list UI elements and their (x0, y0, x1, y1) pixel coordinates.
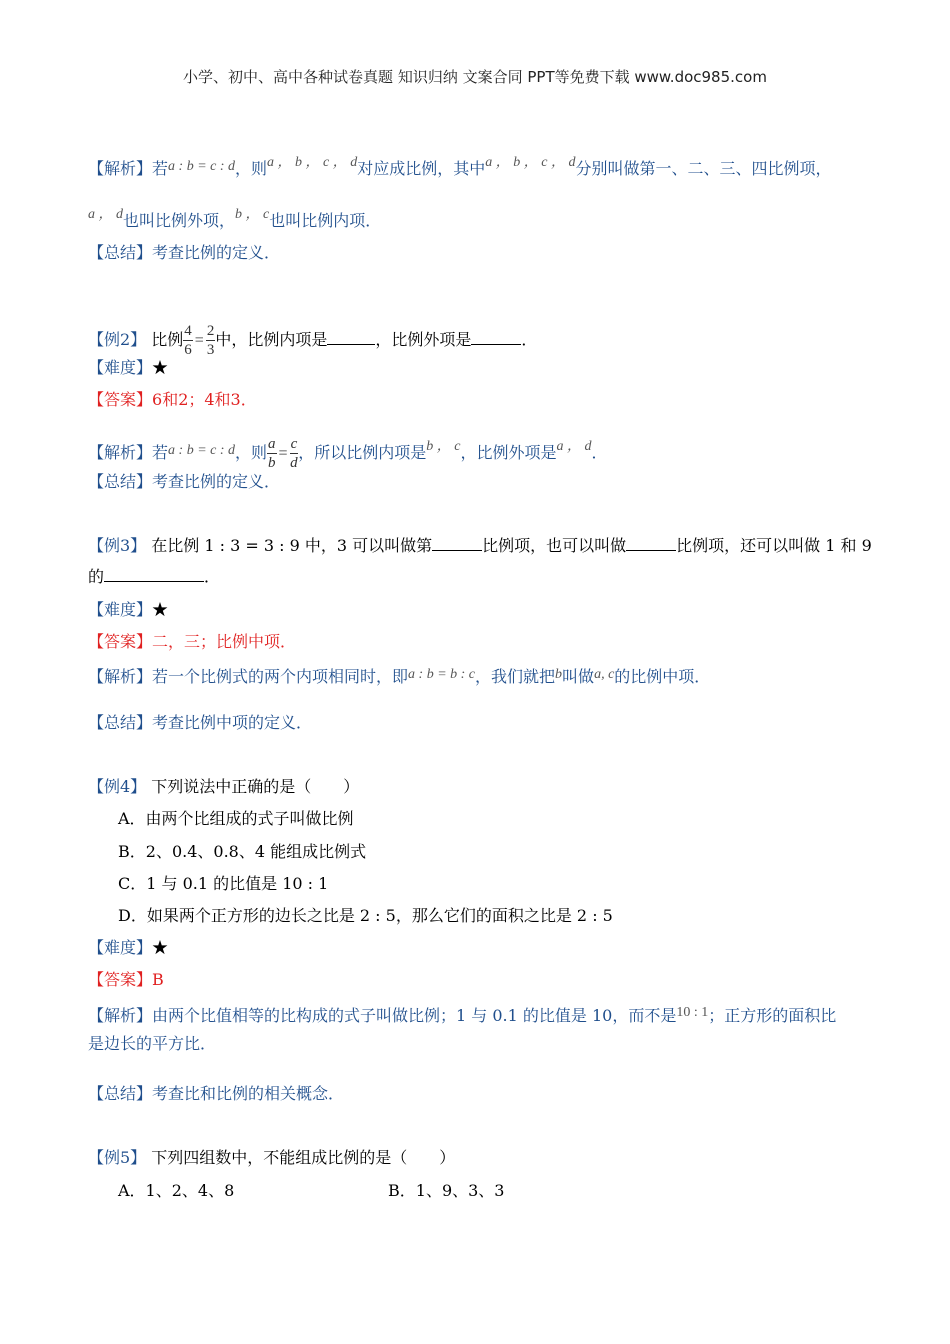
difficulty-tag: 【难度】 (88, 600, 153, 619)
text: ；正方形的面积比 (708, 1006, 837, 1025)
math-expr: a ， d (556, 439, 592, 454)
text: ，比例外项是 (375, 330, 472, 349)
denominator: d (290, 455, 298, 471)
analysis-line-2 (88, 204, 381, 232)
answer-text: B (152, 970, 164, 989)
text: ． (204, 567, 221, 586)
numerator: 2 (206, 323, 215, 339)
summary-text: 考查比例中项的定义． (152, 713, 313, 732)
difficulty-star: ★ (152, 358, 169, 377)
summary-line (88, 242, 280, 264)
math-expr: b (555, 667, 563, 682)
summary-line (88, 1083, 344, 1105)
text: 的 (88, 567, 105, 586)
text: 的比例中项． (614, 667, 711, 686)
example-tag: 【例3】 (88, 536, 147, 555)
text: 由两个比值相等的比构成的式子叫做比例；1 与 0.1 的比值是 10，而不是 (152, 1006, 677, 1025)
analysis-tag: 【解析】 (88, 443, 153, 462)
text: 叫做 (562, 667, 595, 686)
question-text: 下列四组数中，不能组成比例的是（ ） (146, 1148, 456, 1167)
answer-blank[interactable] (626, 536, 676, 551)
text: 比例项，还可以叫做 1 和 9 (676, 536, 872, 555)
answer-line (88, 631, 296, 653)
summary-tag: 【总结】 (88, 243, 153, 262)
example-3-question (88, 535, 872, 557)
math-expr: b ， c (235, 207, 270, 222)
example-tag: 【例4】 (88, 777, 147, 796)
summary-text: 考查比和比例的相关概念． (152, 1084, 345, 1103)
summary-line (88, 712, 312, 734)
answer-tag: 【答案】 (88, 632, 153, 651)
text: ． (591, 443, 608, 462)
analysis-line-cont (88, 1033, 216, 1055)
math-expr: a ， b ， c ， d (485, 155, 576, 170)
text: 比例项，也可以叫做 (482, 536, 627, 555)
text: ，则 (235, 159, 268, 178)
denominator: b (268, 455, 276, 471)
summary-tag: 【总结】 (88, 1084, 153, 1103)
answer-blank[interactable] (327, 330, 375, 345)
answer-blank[interactable] (471, 330, 521, 345)
answer-text: 二，三；比例中项． (152, 632, 297, 651)
numerator: a (268, 436, 276, 452)
difficulty-line (88, 937, 168, 959)
analysis-tag: 【解析】 (88, 1006, 153, 1025)
answer-blank[interactable] (432, 536, 482, 551)
example-2-question (88, 322, 537, 359)
summary-text: 考查比例的定义． (152, 243, 281, 262)
text: ，则 (235, 443, 268, 462)
option-a[interactable]: A．1、2、4、8 (118, 1181, 235, 1200)
text: ． (521, 330, 538, 349)
math-expr: a : b = c : d (168, 443, 236, 458)
answer-tag: 【答案】 (88, 970, 153, 989)
math-expr: a ， b ， c ， d (267, 155, 358, 170)
math-expr: 10 : 1 (676, 1005, 709, 1020)
analysis-line: 【解析】若a : b = c : d，则 $\frac{a}{b}$ = $\frac{c}{d}$ ，所以比例内项是b ， c，比例外项是a ， d． (88, 436, 608, 471)
text: ，所以比例内项是 (298, 443, 427, 462)
text: ，我们就把 (475, 667, 556, 686)
text: 若 (152, 443, 169, 462)
math-expr: a ， d (88, 207, 123, 222)
text: 分别叫做第一、二、三、四比例项， (575, 159, 832, 178)
option-d[interactable]: D．如果两个正方形的边长之比是 2 : 5，那么它们的面积之比是 2 : 5 (118, 906, 613, 925)
text: 中，比例内项是 (215, 330, 328, 349)
math-expr: a : b = c : d (168, 159, 236, 174)
example-tag: 【例2】 (88, 330, 147, 349)
answer-tag: 【答案】 (88, 390, 153, 409)
summary-tag: 【总结】 (88, 472, 153, 491)
text: 比例 (146, 330, 184, 349)
analysis-tag: 【解析】 (88, 667, 153, 686)
fraction (183, 322, 193, 359)
example-4-question (88, 776, 359, 798)
text: ，比例外项是 (460, 443, 557, 462)
option-c[interactable]: C．1 与 0.1 的比值是 10 : 1 (118, 874, 329, 893)
example-3-question-cont (88, 566, 220, 588)
text: 也叫比例外项， (123, 211, 236, 230)
summary-tag: 【总结】 (88, 713, 153, 732)
analysis-line (88, 1002, 836, 1027)
analysis-line (88, 664, 710, 688)
difficulty-line (88, 599, 168, 621)
difficulty-line (88, 357, 168, 379)
text: 在比例 1 : 3 = 3 : 9 中，3 可以叫做第 (146, 536, 433, 555)
example-5-question (88, 1147, 455, 1169)
denominator: 6 (184, 342, 192, 358)
text: 是边长的平方比． (88, 1034, 217, 1053)
text: 对应成比例，其中 (357, 159, 486, 178)
option-a[interactable]: A．由两个比组成的式子叫做比例 (118, 809, 354, 828)
fraction (206, 322, 216, 359)
summary-line (88, 471, 280, 493)
numerator: 4 (184, 323, 192, 339)
numerator: c (290, 436, 298, 452)
equals: = (194, 331, 204, 349)
question-text: 下列说法中正确的是（ ） (146, 777, 360, 796)
text: 也叫比例内项． (269, 211, 382, 230)
option-b[interactable]: B．1、9、3、3 (388, 1181, 505, 1200)
math-expr: a, c (594, 667, 615, 682)
analysis-line-1 (88, 152, 832, 180)
difficulty-tag: 【难度】 (88, 938, 153, 957)
summary-text: 考查比例的定义． (152, 472, 281, 491)
fraction (290, 435, 299, 472)
page-header: 小学、初中、高中各种试卷真题 知识归纳 文案合同 PPT等免费下载 www.doc985.com (183, 68, 767, 86)
answer-blank[interactable] (104, 567, 204, 582)
fraction (267, 435, 277, 472)
difficulty-tag: 【难度】 (88, 358, 153, 377)
difficulty-star: ★ (152, 600, 169, 619)
option-b[interactable]: B．2、0.4、0.8、4 能组成比例式 (118, 842, 367, 861)
example-tag: 【例5】 (88, 1148, 147, 1167)
math-expr: b ， c (426, 439, 461, 454)
answer-line (88, 389, 257, 411)
analysis-tag: 【解析】 (88, 159, 153, 178)
denominator: 3 (206, 342, 215, 358)
text: 若 (152, 159, 169, 178)
answer-line (88, 969, 164, 991)
answer-text: 6和2；4和3． (152, 390, 257, 409)
text: 若一个比例式的两个内项相同时，即 (152, 667, 409, 686)
difficulty-star: ★ (152, 938, 169, 957)
math-expr: a : b = b : c (408, 667, 476, 682)
